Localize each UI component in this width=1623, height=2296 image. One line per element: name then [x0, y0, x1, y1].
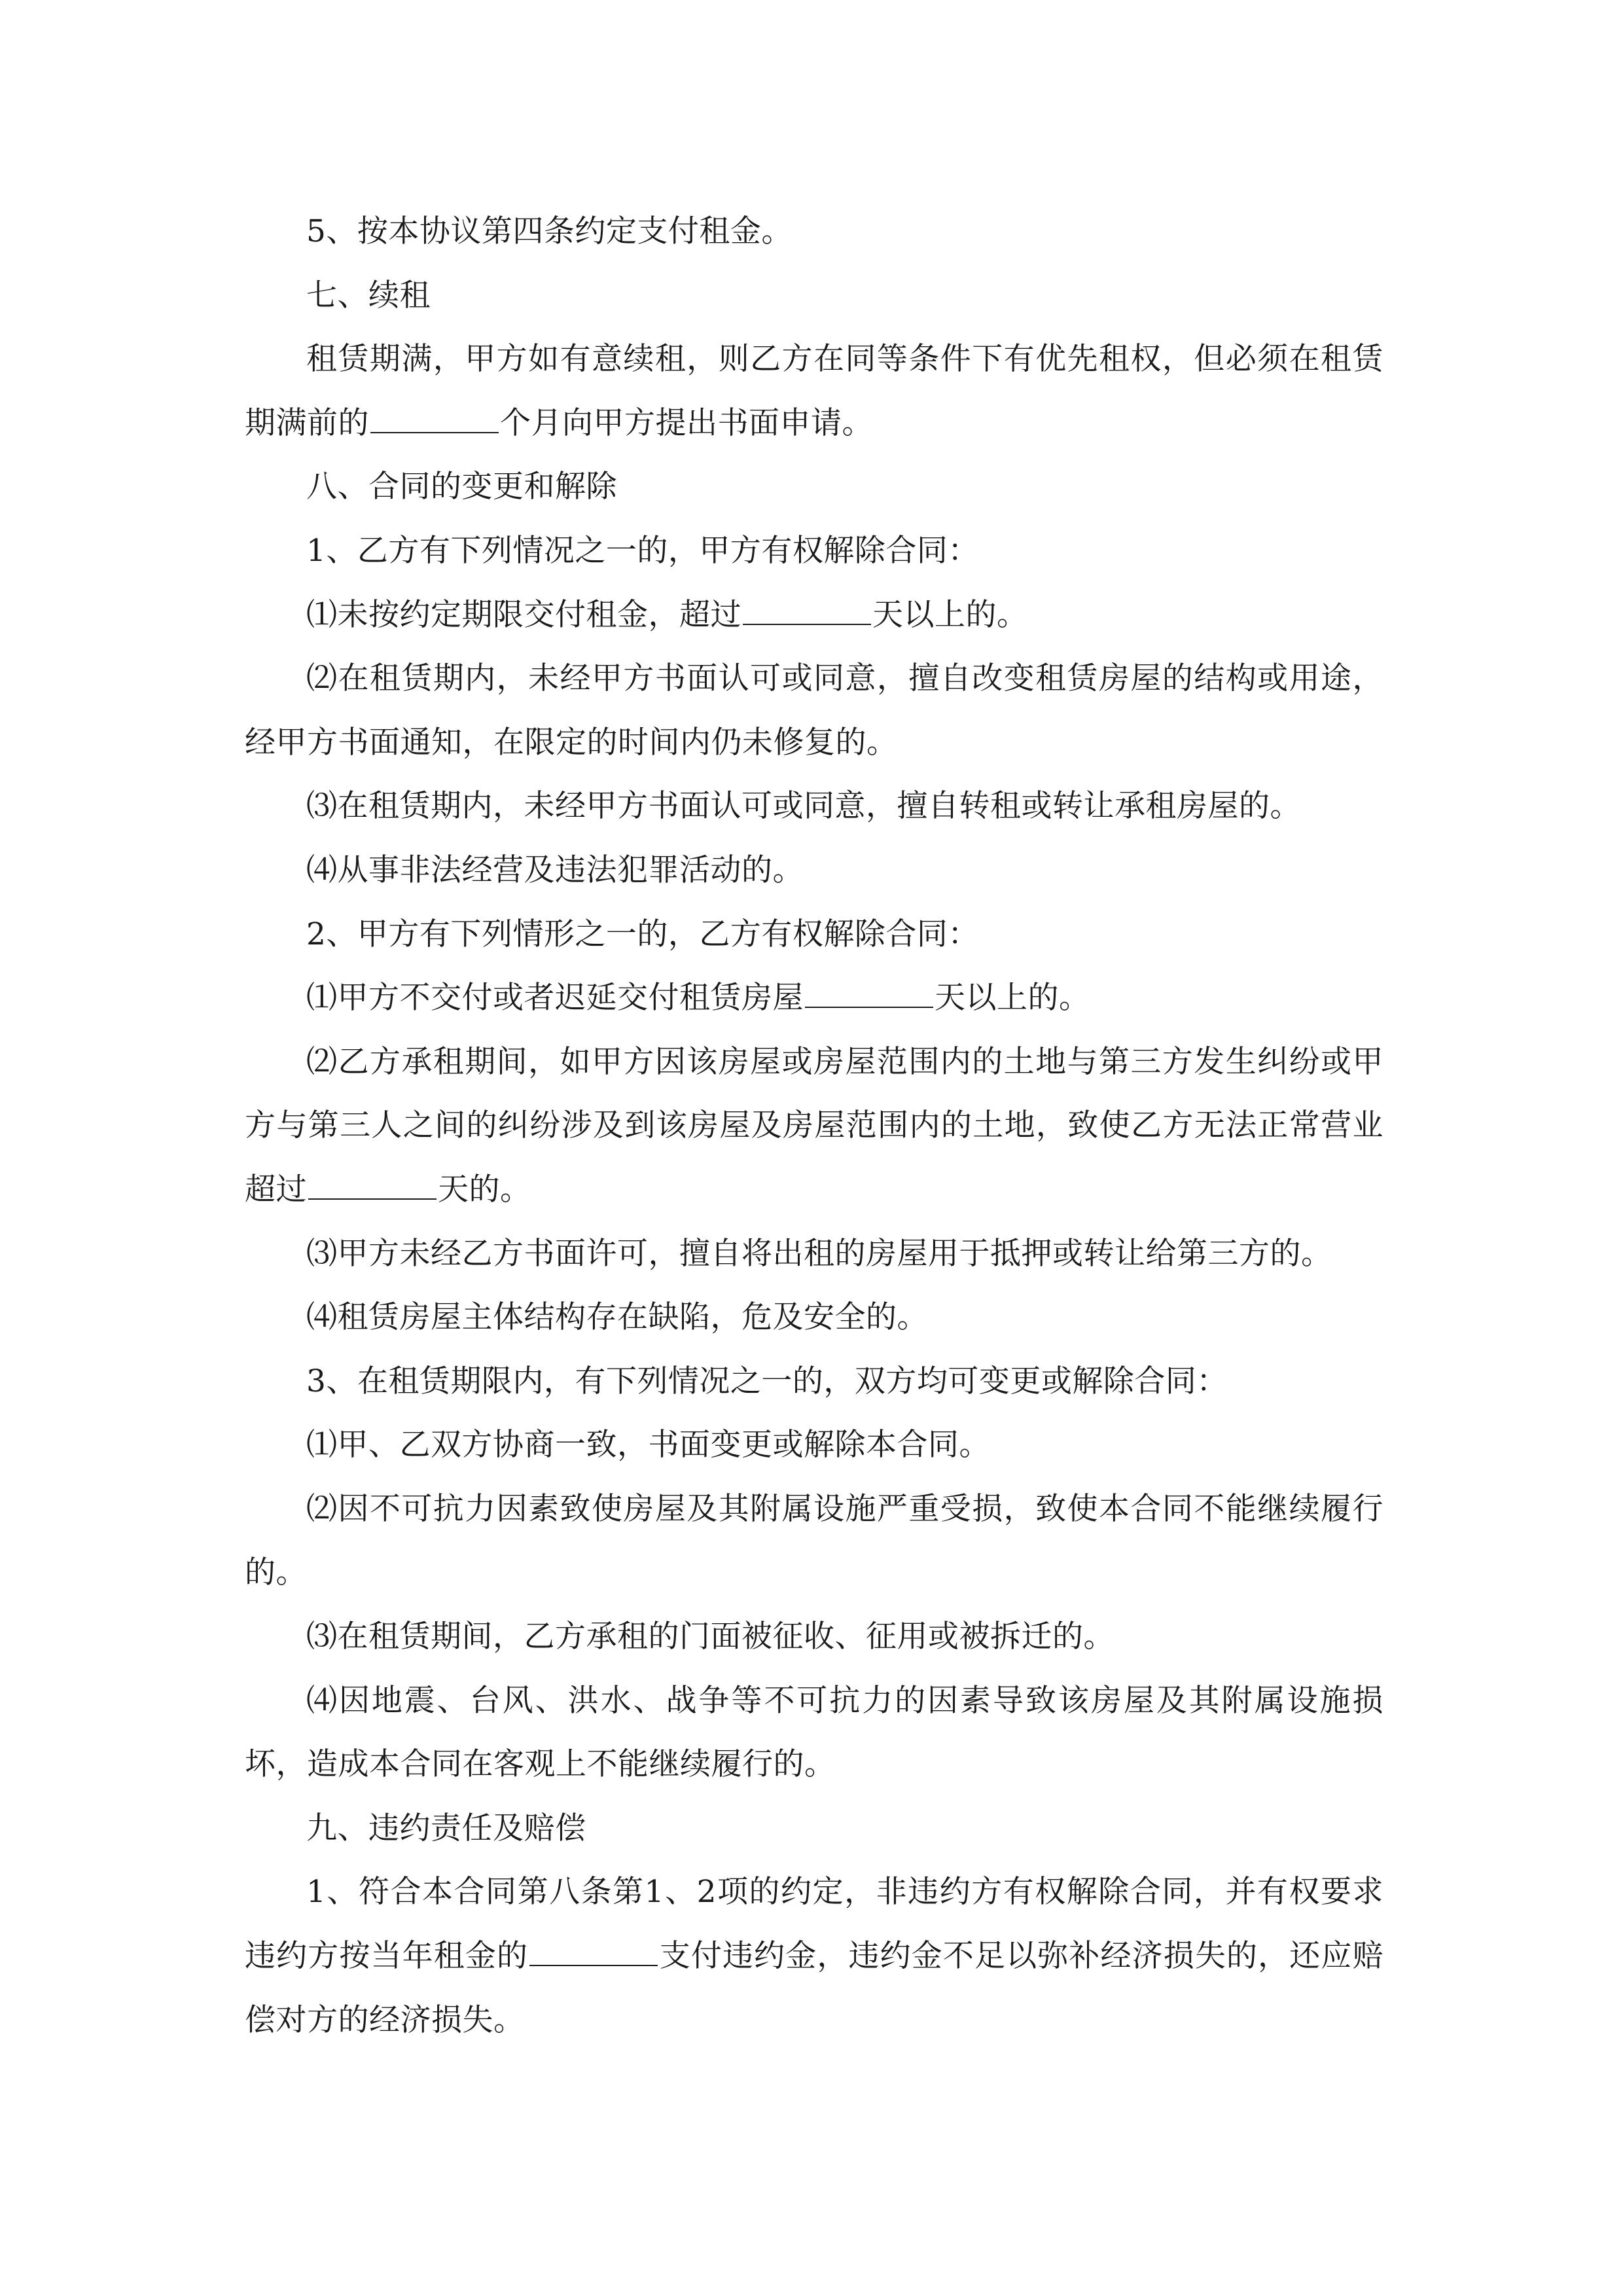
paragraph-text: ⑵乙方承租期间，如甲方因该房屋或房屋范围内的土地与第三方发生纠纷或甲方与第三人之间的纠纷涉及到该房屋及房屋范围内的土地，致使乙方无法正常营业超过 — [245, 1043, 1383, 1208]
paragraph-text: 七、续租 — [306, 277, 431, 314]
fill-in-blank — [805, 978, 933, 1008]
fill-in-blank — [743, 595, 871, 625]
list-item — [245, 1222, 1383, 1286]
section-heading — [245, 1797, 1383, 1861]
list-item — [245, 1030, 1383, 1222]
paragraph-text: ⑴甲、乙双方协商一致，书面变更或解除本合同。 — [306, 1427, 990, 1463]
paragraph-text: 天以上的。 — [935, 980, 1090, 1016]
list-item — [245, 1285, 1383, 1350]
list-item — [245, 1477, 1383, 1605]
paragraph-text: ⑶甲方未经乙方书面许可，擅自将出租的房屋用于抵押或转让给第三方的。 — [306, 1235, 1332, 1272]
paragraph-text: ⑷从事非法经营及违法犯罪活动的。 — [306, 852, 804, 888]
list-item — [245, 1413, 1383, 1477]
paragraph-text: 2、甲方有下列情形之一的，乙方有权解除合同： — [306, 916, 979, 952]
paragraph-text: 九、违约责任及赔偿 — [306, 1810, 586, 1846]
paragraph-text: 5、按本协议第四条约定支付租金。 — [306, 213, 793, 249]
paragraph-text: 个月向甲方提出书面申请。 — [500, 404, 873, 441]
list-item — [245, 966, 1383, 1030]
paragraph — [245, 327, 1383, 455]
paragraph-text: 1、符合本合同第八条第1、2项的约定，非违约方有权解除合同，并有权要求违约方按当年租金的 — [245, 1874, 1383, 1975]
paragraph-text: ⑴甲方不交付或者迟延交付租赁房屋 — [306, 980, 804, 1016]
paragraph-text: 3、在租赁期限内，有下列情况之一的，双方均可变更或解除合同： — [306, 1363, 1228, 1399]
paragraph-text: 支付违约金，违约金不足以弥补经济损失的，还应赔偿对方的经济损失。 — [245, 1938, 1383, 2038]
fill-in-blank — [529, 1936, 658, 1966]
paragraph-text: ⑵因不可抗力因素致使房屋及其附属设施严重受损，致使本合同不能继续履行的。 — [245, 1490, 1383, 1591]
paragraph-text: 八、合同的变更和解除 — [306, 469, 617, 505]
list-item — [245, 774, 1383, 838]
paragraph-text: 天以上的。 — [872, 596, 1028, 633]
list-item — [245, 1669, 1383, 1797]
paragraph-text: ⑷因地震、台风、洪水、战争等不可抗力的因素导致该房屋及其附属设施损坏，造成本合同在客观上不能继续履行的。 — [245, 1682, 1383, 1783]
paragraph-text: ⑶在租赁期间，乙方承租的门面被征收、征用或被拆迁的。 — [306, 1619, 1115, 1655]
paragraph — [245, 1350, 1383, 1414]
paragraph — [245, 1860, 1383, 2052]
list-item — [245, 838, 1383, 903]
fill-in-blank — [308, 1170, 437, 1200]
list-item — [245, 1605, 1383, 1669]
section-heading — [245, 455, 1383, 519]
document-body — [245, 200, 1383, 2052]
paragraph-text: ⑶在租赁期内，未经甲方书面认可或同意，擅自转租或转让承租房屋的。 — [306, 788, 1301, 825]
paragraph-text: ⑵在租赁期内，未经甲方书面认可或同意，擅自改变租赁房屋的结构或用途，经甲方书面通知，在限定的时间内仍未修复的。 — [245, 660, 1383, 761]
paragraph-text: 1、乙方有下列情况之一的，甲方有权解除合同： — [306, 532, 979, 569]
list-item — [245, 647, 1383, 774]
paragraph — [245, 519, 1383, 583]
paragraph-text: ⑷租赁房屋主体结构存在缺陷，危及安全的。 — [306, 1299, 928, 1336]
paragraph-text: ⑴未按约定期限交付租金，超过 — [306, 596, 741, 633]
paragraph-text: 天的。 — [438, 1171, 531, 1208]
section-heading — [245, 264, 1383, 328]
paragraph — [245, 903, 1383, 967]
fill-in-blank — [370, 403, 499, 433]
paragraph-text: 租赁期满，甲方如有意续租，则乙方在同等条件下有优先租权，但必须在租赁期满前的 — [245, 341, 1383, 441]
paragraph — [245, 200, 1383, 264]
list-item — [245, 583, 1383, 647]
